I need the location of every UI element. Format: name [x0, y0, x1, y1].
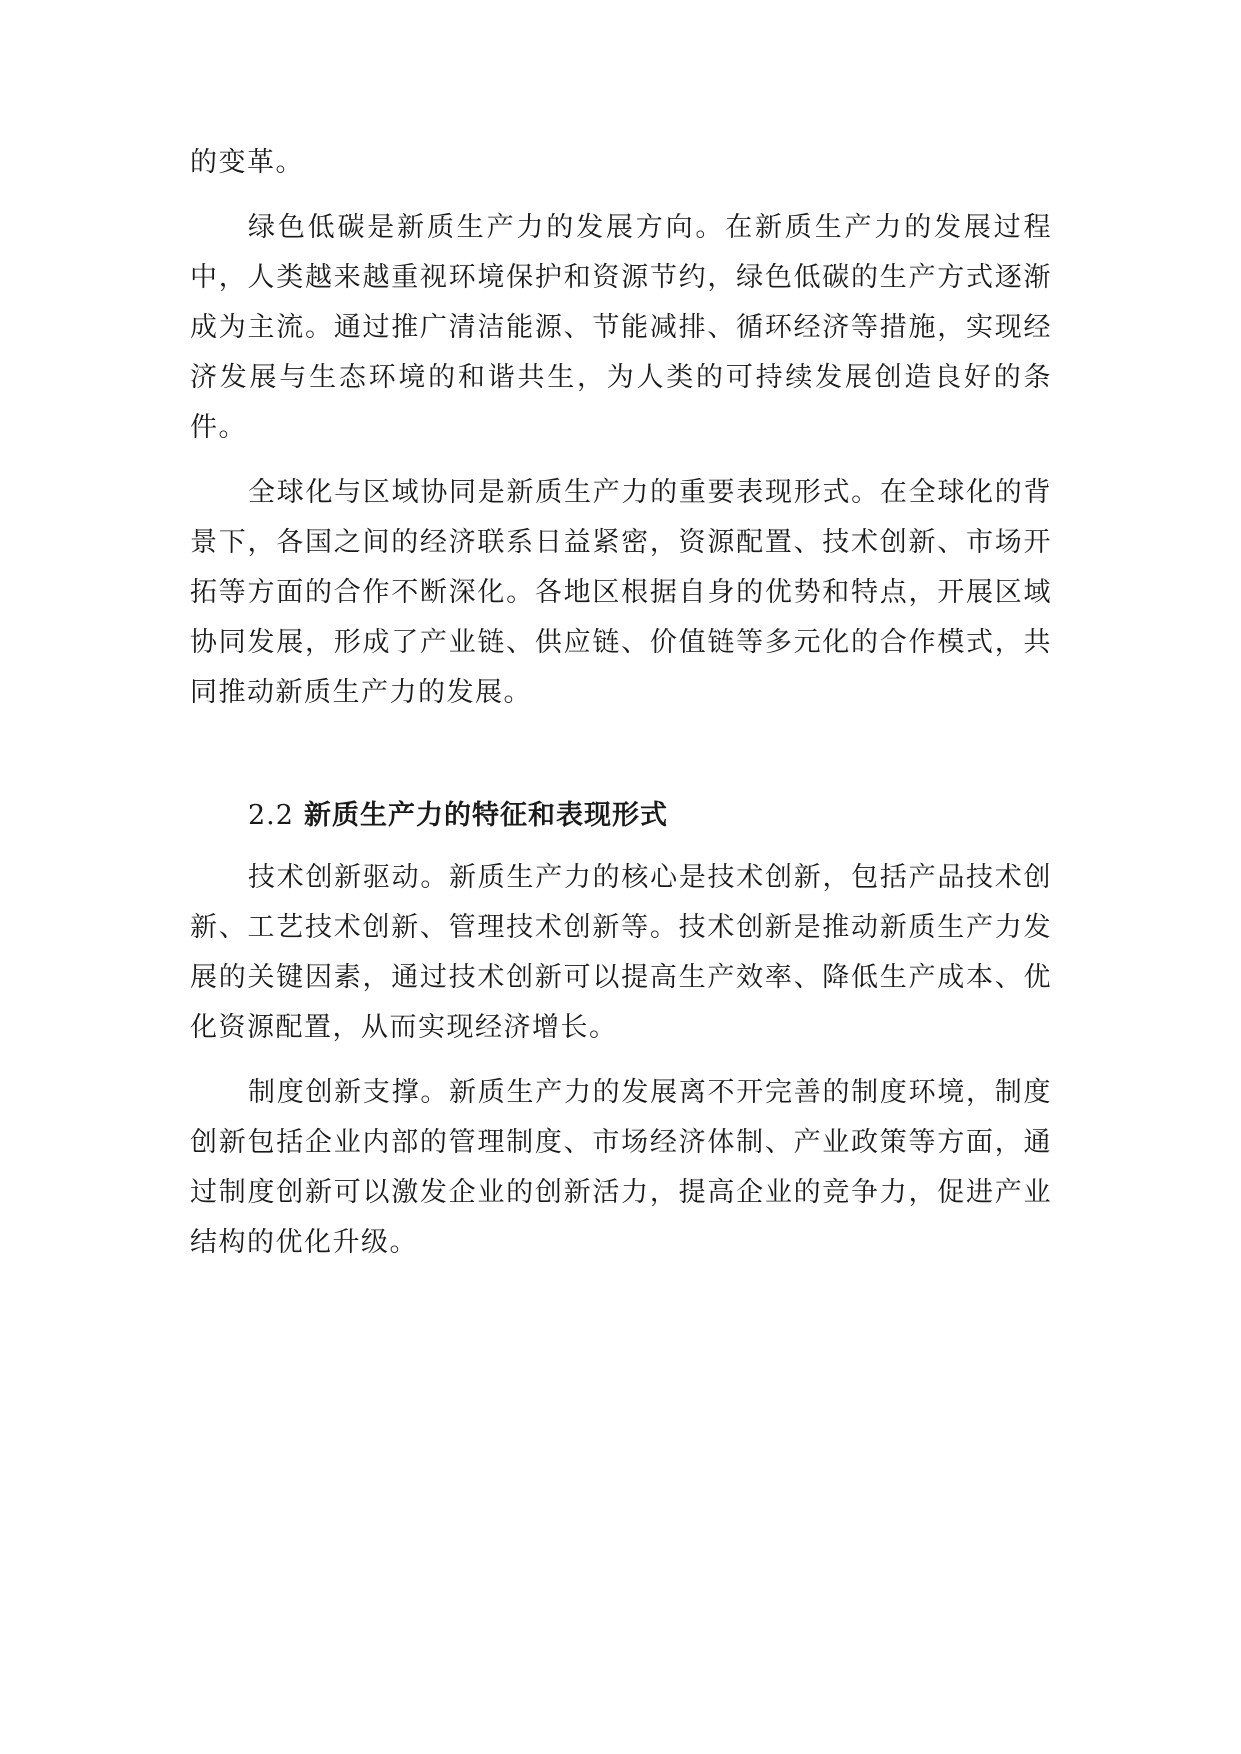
- paragraph-technology-innovation: 技术创新驱动。新质生产力的核心是技术创新，包括产品技术创新、工艺技术创新、管理技术创新等。技术创新是推动新质生产力发展的关键因素，通过技术创新可以提高生产效率、降低生产成本、优化资源配置，从而实现经济增长。: [190, 862, 1052, 1043]
- paragraph-green-low-carbon: 绿色低碳是新质生产力的发展方向。在新质生产力的发展过程中，人类越来越重视环境保护和资源节约，绿色低碳的生产方式逐渐成为主流。通过推广清洁能源、节能减排、循环经济等措施，实现经济发展与生态环境的和谐共生，为人类的可持续发展创造良好的条件。: [190, 212, 1052, 443]
- paragraph-globalization: 全球化与区域协同是新质生产力的重要表现形式。在全球化的背景下，各国之间的经济联系日益紧密，资源配置、技术创新、市场开拓等方面的合作不断深化。各地区根据自身的优势和特点，开展区域协同发展，形成了产业链、供应链、价值链等多元化的合作模式，共同推动新质生产力的发展。: [190, 477, 1052, 708]
- section-number: 2.2: [248, 800, 294, 831]
- paragraph-institutional-innovation: 制度创新支撑。新质生产力的发展离不开完善的制度环境，制度创新包括企业内部的管理制度、市场经济体制、产业政策等方面，通过制度创新可以激发企业的创新活力，提高企业的竞争力，促进产业结构的优化升级。: [190, 1077, 1052, 1258]
- section-title: 新质生产力的特征和表现形式: [303, 800, 668, 831]
- document-body: [190, 138, 1052, 1283]
- section-heading: [190, 791, 1052, 841]
- paragraph-continuation: 的变革。: [190, 147, 304, 178]
